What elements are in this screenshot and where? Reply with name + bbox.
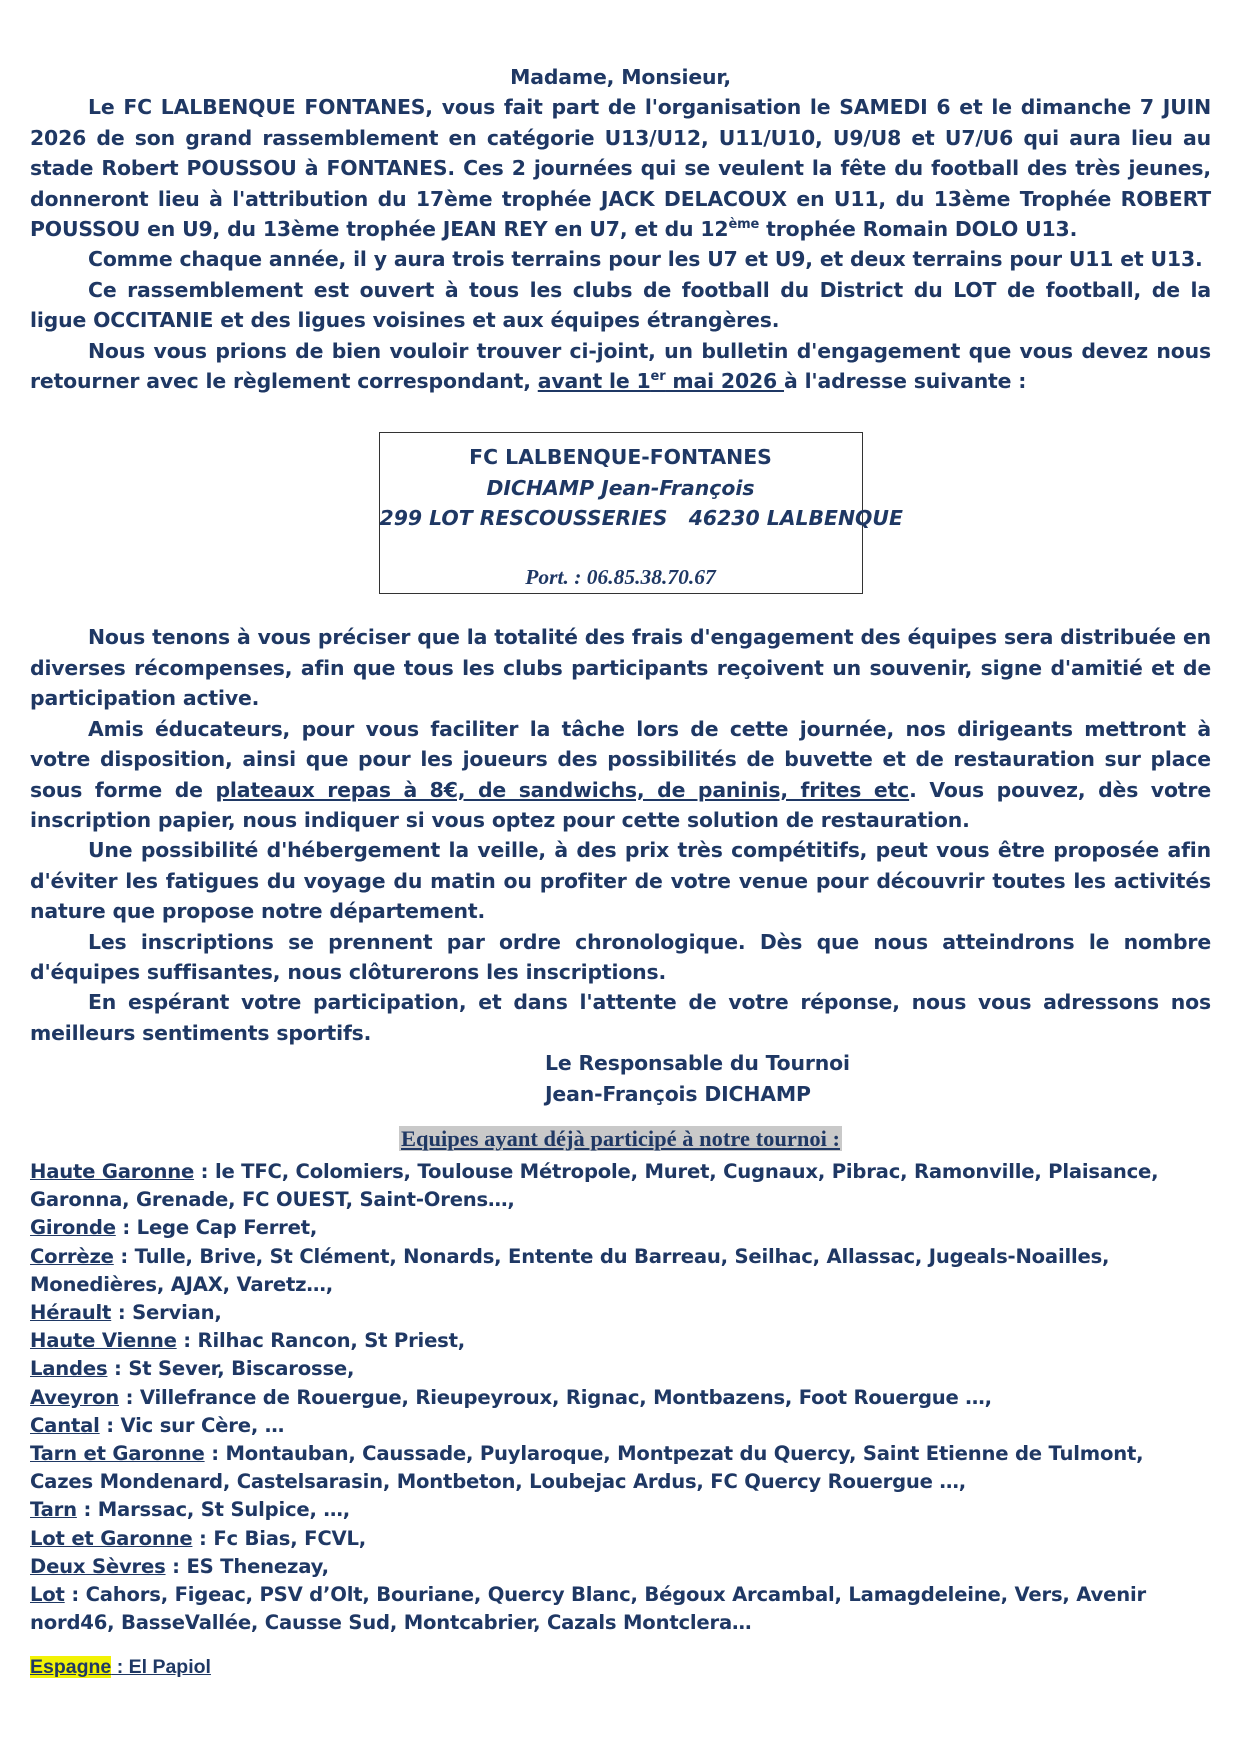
team-region: Haute Garonne (30, 1159, 195, 1183)
team-clubs: : Montauban, Caussade, Puylaroque, Montpezat du Quercy, Saint Etienne de Tulmont, Cazes Mondenard, Castelsarasin, Montbeton, Loubejac Ardus, FC Quercy Rouergue …, (30, 1442, 1144, 1494)
team-row (30, 1355, 1211, 1383)
team-row (30, 1214, 1211, 1242)
signature-name: Jean-François DICHAMP (545, 1081, 811, 1106)
address-street: 299 LOT RESCOUSSERIES 46230 LALBENQUE (379, 506, 903, 531)
team-region: Hérault (30, 1300, 112, 1324)
team-region: Tarn et Garonne (30, 1442, 205, 1465)
team-row (30, 1327, 1211, 1355)
team-clubs: : Tulle, Brive, St Clément, Nonards, Entente du Barreau, Seilhac, Allassac, Jugeals-Noailles, Monedières, AJAX, Varetz…, (30, 1244, 1110, 1296)
team-row (30, 1243, 1211, 1299)
team-clubs: : Servian, (111, 1300, 222, 1324)
address-club: FC LALBENQUE-FONTANES (469, 445, 772, 470)
team-clubs: : Lege Cap Ferret, (115, 1216, 318, 1240)
team-row (30, 1158, 1211, 1214)
team-region: Haute Vienne (30, 1329, 177, 1353)
address-contact: DICHAMP Jean-François (486, 475, 755, 500)
team-row (30, 1496, 1211, 1524)
registration-text-end: à l'adresse suivante : (784, 369, 1027, 394)
team-region: Lot (30, 1583, 65, 1607)
team-row (30, 1299, 1211, 1327)
team-region: Aveyron (30, 1385, 119, 1409)
paragraph-rewards: Nous tenons à vous préciser que la totalité des frais d'engagement des équipes sera distribuée en diverses récompenses, afin que tous les clubs participants reçoivent un souvenir, signe d'amitié et de participation active. (30, 625, 1211, 711)
address-box (379, 432, 903, 594)
team-clubs: : Cahors, Figeac, PSV d’Olt, Bouriane, Quercy Blanc, Bégoux Arcambal, Lamagdeleine, Vers, Avenir nord46, BasseVallée, Causse Sud, Montcabrier, Cazals Montclera… (30, 1583, 1146, 1635)
team-clubs: : ES Thenezay, (165, 1554, 329, 1578)
team-row (30, 1553, 1211, 1581)
paragraph-order: Les inscriptions se prennent par ordre chronologique. Dès que nous atteindrons le nombre d'équipes suffisantes, nous clôturerons les inscriptions. (30, 929, 1211, 984)
team-region: Corrèze (30, 1244, 114, 1268)
paragraph-intro-text: Le FC LALBENQUE FONTANES, vous fait part de l'organisation le SAMEDI 6 et le dimanche 7 JUIN 2026 de son grand rassemblement en catégorie U13/U12, U11/U10, U9/U8 et U7/U6 qui aura lieu au stade Robert POUSSOU à FONTANES. Ces 2 journées qui se veulent la fête du football des très jeunes, donneront lieu à l'attribution du 17ème trophée JACK DELACOUX en U11, du 13ème Trophée ROBERT POUSSOU en U9, du 13ème trophée JEAN REY en U7, et du 12 (30, 95, 1211, 242)
team-region: Landes (30, 1357, 108, 1381)
greeting: Madame, Monsieur, (510, 65, 731, 89)
team-clubs: : Fc Bias, FCVL, (192, 1526, 366, 1550)
team-region: Deux Sèvres (30, 1554, 166, 1578)
team-clubs: : Vic sur Cère, … (99, 1413, 285, 1437)
catering-offer: plateaux repas à 8€, de sandwichs, de paninis, frites etc (215, 777, 910, 802)
team-clubs: : St Sever, Biscarosse, (107, 1357, 355, 1381)
spain-country: Espagne (30, 1656, 112, 1679)
team-row (30, 1384, 1211, 1412)
paragraph-registration (30, 336, 1211, 397)
registration-deadline: avant le 1er mai 2026 (537, 369, 785, 394)
registration-text: Nous vous prions de bien vouloir trouver ci-joint, un bulletin d'engagement que vous devez nous retourner avec le règlement correspondant, (30, 338, 1211, 394)
superscript-eme: ème (728, 217, 760, 233)
spain-clubs: : El Papiol (111, 1656, 211, 1679)
team-clubs: : le TFC, Colomiers, Toulouse Métropole, Muret, Cugnaux, Pibrac, Ramonville, Plaisance, Garonna, Grenade, FC OUEST, Saint-Orens…, (30, 1159, 1159, 1212)
team-clubs: : Rilhac Rancon, St Priest, (176, 1329, 466, 1353)
team-region: Cantal (30, 1413, 100, 1437)
paragraph-fields: Comme chaque année, il y aura trois terrains pour les U7 et U9, et deux terrains pour U11 et U13. (88, 247, 1203, 272)
teams-list (30, 1158, 1211, 1637)
signature-role: Le Responsable du Tournoi (545, 1051, 850, 1076)
team-clubs: : Villefrance de Rouergue, Rieupeyroux, Rignac, Montbazens, Foot Rouergue …, (118, 1385, 992, 1409)
address-phone: Port. : 06.85.38.70.67 (525, 564, 716, 589)
paragraph-intro-end: trophée Romain DOLO U13. (759, 217, 1078, 242)
spain-line (30, 1653, 1211, 1681)
team-row (30, 1525, 1211, 1553)
team-region: Gironde (30, 1216, 116, 1240)
teams-section-title: Equipes ayant déjà participé à notre tournoi : (401, 1125, 840, 1151)
team-row (30, 1412, 1211, 1440)
paragraph-closing: En espérant votre participation, et dans l'attente de votre réponse, nous vous adressons nos meilleurs sentiments sportifs. (30, 990, 1211, 1045)
paragraph-open: Ce rassemblement est ouvert à tous les clubs de football du District du LOT de football, de la ligue OCCITANIE et des ligues voisines et aux équipes étrangères. (30, 277, 1211, 333)
paragraph-intro (30, 92, 1211, 244)
team-row (30, 1581, 1211, 1637)
team-row (30, 1440, 1211, 1496)
paragraph-catering: Amis éducateurs, pour vous faciliter la tâche lors de cette journée, nos dirigeants mettront à votre disposition, ainsi que pour les joueurs des possibilités de buvette et de restauration sur place sous forme de plateaux repas à 8€, de sandwichs, de paninis, frites etc. Vous pouvez, dès votre inscription papier, nous indiquer si vous optez pour cette solution de restauration. (30, 716, 1211, 832)
paragraph-lodging: Une possibilité d'hébergement la veille, à des prix très compétitifs, peut vous être proposée afin d'éviter les fatigues du voyage du matin ou profiter de votre venue pour découvrir toutes les activités nature que propose notre département. (30, 838, 1211, 924)
team-region: Lot et Garonne (30, 1526, 193, 1550)
team-clubs: : Marssac, St Sulpice, …, (76, 1498, 350, 1522)
team-region: Tarn (30, 1498, 77, 1522)
